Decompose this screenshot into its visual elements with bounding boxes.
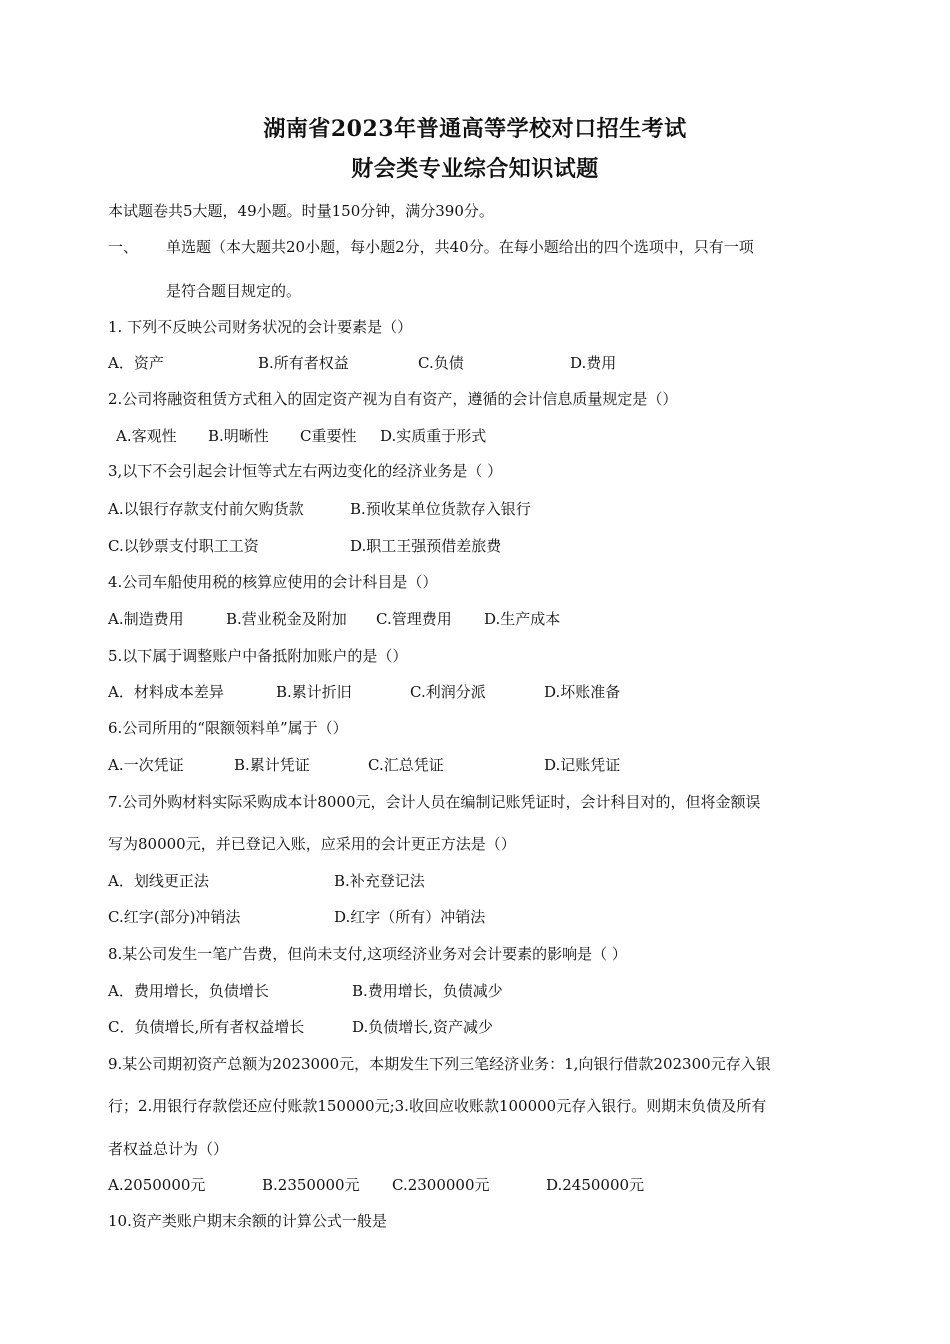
q4-option-a: A.制造费用 <box>108 610 184 628</box>
question-9: 9.某公司期初资产总额为2023000元，本期发生下列三笔经济业务：1,向银行借款202300元存入银 <box>108 1055 771 1073</box>
section-number: 一、 <box>108 238 139 256</box>
q9-option-b: B.2350000元 <box>262 1176 360 1194</box>
section-heading-cont: 是符合题目规定的。 <box>166 282 302 300</box>
q2-option-d: D.实质重于形式 <box>380 427 487 445</box>
q7-option-c: C.红字(部分)冲销法 <box>108 908 241 926</box>
q6-option-b: B.累计凭证 <box>234 756 310 774</box>
q8-option-c: C．负债增长,所有者权益增长 <box>108 1018 305 1036</box>
q9-option-c: C.2300000元 <box>392 1176 490 1194</box>
q6-option-d: D.记账凭证 <box>544 756 621 774</box>
q4-option-c: C.管理费用 <box>376 610 452 628</box>
q1-option-d: D.费用 <box>570 354 617 372</box>
section-heading: 单选题（本大题共20小题，每小题2分，共40分。在每小题给出的四个选项中，只有一项 <box>166 238 754 256</box>
q9-option-a: A.2050000元 <box>108 1176 206 1194</box>
q8-option-a: A．费用增长，负债增长 <box>108 982 269 1000</box>
q7-option-b: B.补充登记法 <box>334 872 425 890</box>
question-9-cont-2: 者权益总计为（） <box>108 1140 229 1158</box>
q4-option-d: D.生产成本 <box>484 610 561 628</box>
q5-option-c: C.利润分派 <box>410 683 486 701</box>
q2-option-c: C重要性 <box>300 427 357 445</box>
q5-option-a: A．材料成本差异 <box>108 683 224 701</box>
q2-option-b: B.明晰性 <box>208 427 269 445</box>
q1-option-c: C.负债 <box>418 354 464 372</box>
intro-text: 本试题卷共5大题，49小题。时量150分钟，满分390分。 <box>108 202 494 220</box>
q8-option-b: B.费用增长，负债减少 <box>352 982 503 1000</box>
q5-option-d: D.坏账准备 <box>544 683 621 701</box>
exam-title: 湖南省2023年普通高等学校对口招生考试 <box>263 116 687 142</box>
q4-option-b: B.营业税金及附加 <box>226 610 347 628</box>
q3-option-b: B.预收某单位货款存入银行 <box>350 500 531 518</box>
q6-option-c: C.汇总凭证 <box>368 756 444 774</box>
q6-option-a: A.一次凭证 <box>108 756 184 774</box>
q8-option-d: D.负债增长,资产减少 <box>352 1018 494 1036</box>
question-9-cont: 行；2.用银行存款偿还应付账款150000元;3.收回应收账款100000元存入银行。则期末负债及所有 <box>108 1097 767 1115</box>
q9-option-d: D.2450000元 <box>546 1176 645 1194</box>
q1-option-b: B.所有者权益 <box>258 354 349 372</box>
question-4: 4.公司车船使用税的核算应使用的会计科目是（） <box>108 573 438 591</box>
exam-subtitle: 财会类专业综合知识试题 <box>351 156 599 182</box>
q3-option-d: D.职工王强预借差旅费 <box>350 537 502 555</box>
q7-option-d: D.红字（所有）冲销法 <box>334 908 486 926</box>
question-6: 6.公司所用的“限额领料单”属于（） <box>108 719 348 737</box>
q3-option-a: A.以银行存款支付前欠购货款 <box>108 500 304 518</box>
question-3: 3,以下不会引起会计恒等式左右两边变化的经济业务是（ ） <box>108 462 503 480</box>
q7-option-a: A．划线更正法 <box>108 872 209 890</box>
question-10: 10.资产类账户期末余额的计算公式一般是 <box>108 1212 387 1230</box>
question-7: 7.公司外购材料实际采购成本计8000元，会计人员在编制记账凭证时，会计科目对的，但将金额误 <box>108 793 761 811</box>
question-8: 8.某公司发生一笔广告费，但尚未支付,这项经济业务对会计要素的影响是（ ） <box>108 945 627 963</box>
q3-option-c: C.以钞票支付职工工资 <box>108 537 259 555</box>
question-7-cont: 写为80000元，并已登记入账，应采用的会计更正方法是（） <box>108 835 516 853</box>
q2-option-a: A.客观性 <box>116 427 177 445</box>
question-5: 5.以下属于调整账户中备抵附加账户的是（） <box>108 647 408 665</box>
q5-option-b: B.累计折旧 <box>276 683 352 701</box>
q1-option-a: A．资产 <box>108 354 164 372</box>
question-1: 1. 下列不反映公司财务状况的会计要素是（） <box>108 318 413 336</box>
question-2: 2.公司将融资租赁方式租入的固定资产视为自有资产，遵循的会计信息质量规定是（） <box>108 390 678 408</box>
